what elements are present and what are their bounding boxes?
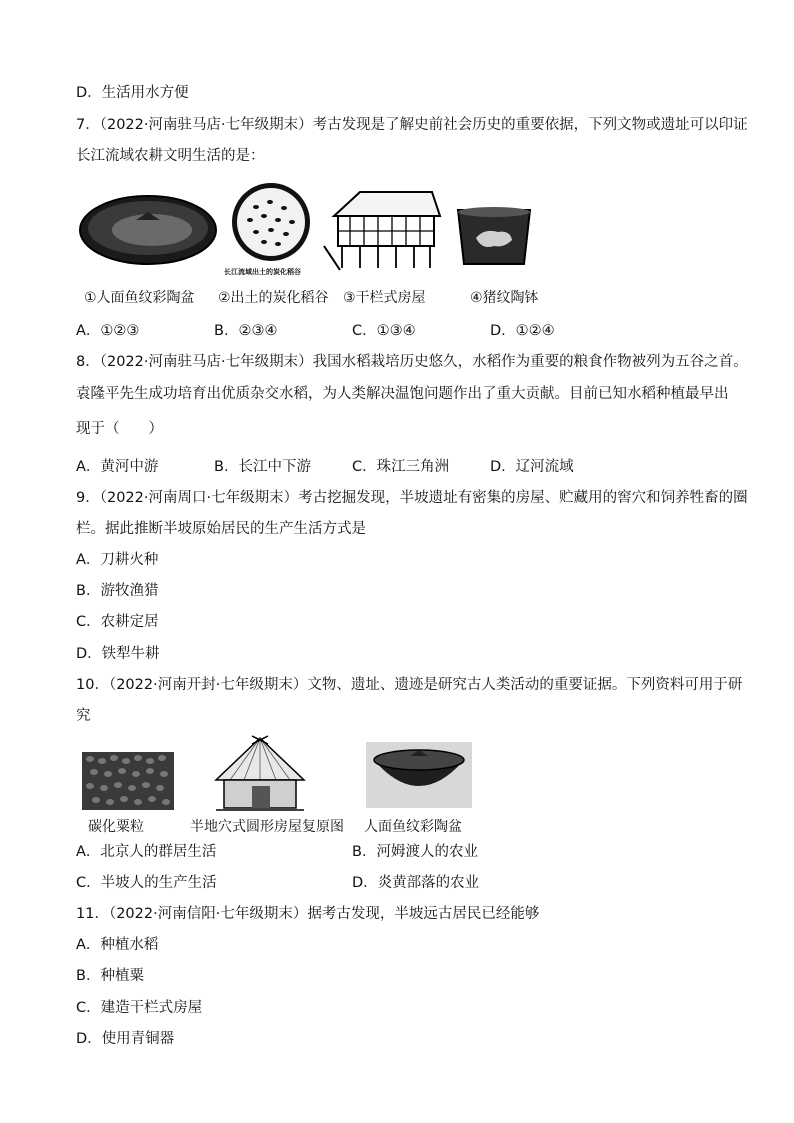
q9-option-a: A．刀耕火种 <box>76 552 159 568</box>
q7-option-c: C．①③④ <box>352 323 416 339</box>
q8-option-c: C．珠江三角洲 <box>352 459 450 475</box>
q10-option-b: B．河姆渡人的农业 <box>352 844 478 860</box>
q10-stem-line1: 10．（2022·河南开封·七年级期末）文物、遗址、遗迹是研究古人类活动的重要证据。下列资料可用于研 <box>76 677 743 693</box>
q7-caption-4: ④猪纹陶钵 <box>470 290 539 306</box>
q9-option-d: D．铁犁牛耕 <box>76 646 160 662</box>
q10-caption-3: 人面鱼纹彩陶盆 <box>364 819 462 835</box>
q9-option-c: C．农耕定居 <box>76 614 159 630</box>
q8-stem-line1: 8．（2022·河南驻马店·七年级期末）我国水稻栽培历史悠久，水稻作为重要的粮食作物被列为五谷之首。 <box>76 354 748 370</box>
q7-rice-photo-caption: 长江流域出土的炭化稻谷 <box>224 268 301 276</box>
q8-option-d: D．辽河流域 <box>490 459 574 475</box>
q10-fish-face-basin-image <box>366 742 472 808</box>
q9-stem-line2: 栏。据此推断半坡原始居民的生产生活方式是 <box>76 521 366 537</box>
q10-caption-2: 半地穴式圆形房屋复原图 <box>190 819 344 835</box>
q8-option-a: A．黄河中游 <box>76 459 159 475</box>
q11-stem-line1: 11．（2022·河南信阳·七年级期末）据考古发现，半坡远古居民已经能够 <box>76 906 540 922</box>
q10-option-a: A．北京人的群居生活 <box>76 844 217 860</box>
q10-round-house-image <box>212 734 308 814</box>
q7-fish-face-basin-image <box>78 190 218 270</box>
q10-carbonized-millet-image <box>82 752 174 810</box>
q7-pig-pattern-bowl-image <box>454 204 534 270</box>
q8-option-b: B．长江中下游 <box>214 459 311 475</box>
q7-stem-line2: 长江流域农耕文明生活的是： <box>76 148 265 164</box>
q7-option-b: B．②③④ <box>214 323 278 339</box>
q9-option-b: B．游牧渔猎 <box>76 583 159 599</box>
q7-caption-3: ③干栏式房屋 <box>343 290 426 306</box>
q10-stem-line2: 究 <box>76 708 91 724</box>
q7-caption-1: ①人面鱼纹彩陶盆 <box>84 290 195 306</box>
q6-option-d: D．生活用水方便 <box>76 85 189 101</box>
q11-option-c: C．建造干栏式房屋 <box>76 1000 203 1016</box>
q7-carbonized-rice-image <box>226 182 316 264</box>
q10-caption-1: 碳化粟粒 <box>88 819 144 835</box>
q7-option-d: D．①②④ <box>490 323 555 339</box>
q8-stem-line2: 袁隆平先生成功培育出优质杂交水稻，为人类解决温饱问题作出了重大贡献。目前已知水稻种植最早出 <box>76 386 729 402</box>
q8-stem-line3: 现于（ ） <box>76 421 163 437</box>
q7-stilt-house-image <box>320 186 444 272</box>
q7-option-a: A．①②③ <box>76 323 140 339</box>
q9-stem-line1: 9．（2022·河南周口·七年级期末）考古挖掘发现，半坡遗址有密集的房屋、贮藏用的窖穴和饲养牲畜的圈 <box>76 490 748 506</box>
q7-caption-2: ②出土的炭化稻谷 <box>218 290 329 306</box>
q10-option-c: C．半坡人的生产生活 <box>76 875 217 891</box>
q11-option-a: A．种植水稻 <box>76 937 159 953</box>
q10-option-d: D．炎黄部落的农业 <box>352 875 480 891</box>
q11-option-b: B．种植粟 <box>76 968 144 984</box>
q7-stem-line1: 7．（2022·河南驻马店·七年级期末）考古发现是了解史前社会历史的重要依据，下列文物或遗址可以印证 <box>76 117 748 133</box>
q11-option-d: D．使用青铜器 <box>76 1031 175 1047</box>
